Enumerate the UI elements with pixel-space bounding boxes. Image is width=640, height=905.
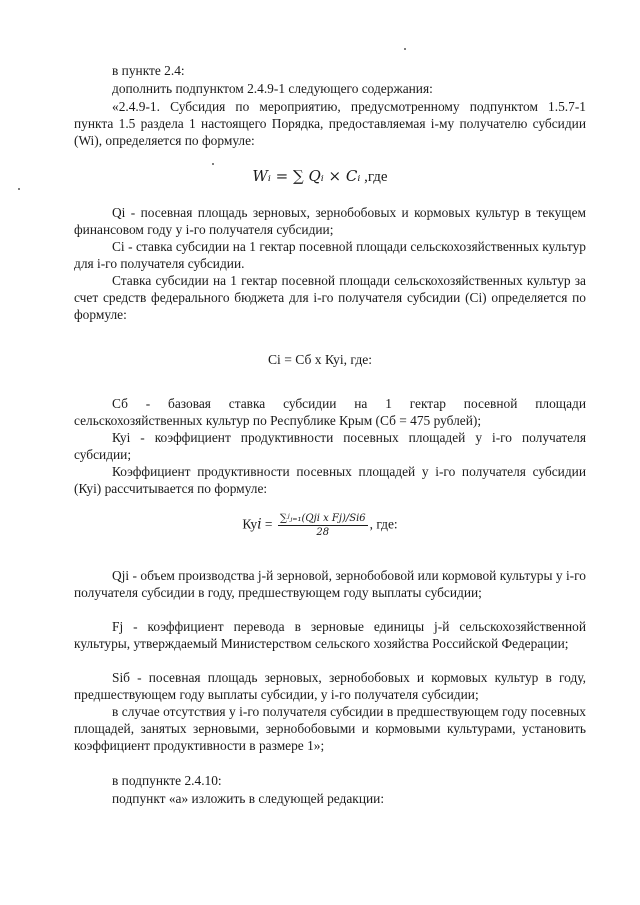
paragraph-ci-rate: Ставка субсидии на 1 гектар посевной площади сельскохозяйственных культур за счет средств федерального бюджета для i-го получателя субсидии (Ci) определяется по формуле: — [74, 273, 586, 323]
formula-kui-denominator: 28 — [316, 527, 330, 538]
formula-wi-expression: Wᵢ = ∑ Qᵢ × Cᵢ — [252, 167, 361, 185]
paragraph-qji-definition: Qji - объем производства j-й зерновой, зернобобовой или кормовой культуры у i-го получателя субсидии в году, предшествующем году выплаты субсидии; — [74, 568, 586, 601]
formula-kui — [0, 513, 640, 538]
paragraph-ci-definition: Ci - ставка субсидии на 1 гектар посевной площади сельскохозяйственных культур для i-го получателя субсидии. — [74, 239, 586, 272]
formula-kui-eq: = — [261, 516, 276, 532]
formula-kui-suffix: , где: — [369, 516, 398, 532]
formula-kui-fraction — [278, 513, 368, 538]
paragraph-kui-formula-intro: Коэффициент продуктивности посевных площадей у i-го получателя субсидии (Куi) рассчитывается по формуле: — [74, 464, 586, 497]
paragraph-no-areas-case: в случае отсутствия у i-го получателя субсидии в предшествующем году посевных площадей, занятых зерновыми, зернобобовыми и кормовыми культурами, установить коэффициент продуктивности в размере 1»; — [74, 704, 586, 754]
formula-ci: Ci = Сб х Куi, где: — [267, 352, 373, 367]
formula-wi-suffix: ,где — [360, 169, 388, 185]
formula-kui-numerator: ∑ʲⱼ₌₁(Qji x Fj)/Si6 — [279, 513, 366, 524]
paragraph-in-point-2-4: в пункте 2.4: — [112, 63, 185, 78]
paragraph-fj-definition: Fj - коэффициент перевода в зерновые единицы j-й сельскохозяйственной культуры, утверждаемый Министерством сельского хозяйства Российской Федерации; — [74, 619, 586, 652]
paragraph-sb-definition: Сб - базовая ставка субсидии на 1 гектар посевной площади сельскохозяйственных культур по Республике Крым (Сб = 475 рублей); — [74, 396, 586, 429]
formula-kui-lhs-var: i — [257, 516, 262, 533]
scan-speck — [212, 163, 214, 165]
paragraph-kui-definition: Куi - коэффициент продуктивности посевных площадей у i-го получателя субсидии; — [74, 430, 586, 463]
paragraph-2-4-9-1: «2.4.9-1. Субсидия по мероприятию, предусмотренному подпунктом 1.5.7-1 пункта 1.5 раздела 1 настоящего Порядка, предоставляемая i-му получателю субсидии (Wi), определяется по формуле: — [74, 99, 586, 149]
paragraph-subpoint-2-4-10: в подпункте 2.4.10: — [112, 773, 222, 788]
formula-wi — [0, 167, 640, 186]
paragraph-subpoint-a: подпункт «а» изложить в следующей редакции: — [112, 791, 385, 806]
paragraph-add-subpoint: дополнить подпунктом 2.4.9-1 следующего содержания: — [112, 81, 433, 96]
formula-kui-lhs: Ку — [242, 516, 258, 532]
paragraph-qi-definition: Qi - посевная площадь зерновых, зернобобовых и кормовых культур в текущем финансовом году у i-го получателя субсидии; — [74, 205, 586, 238]
scan-speck — [404, 48, 406, 50]
paragraph-sib-definition: Siб - посевная площадь зерновых, зернобобовых и кормовых культур в году, предшествующем году выплаты субсидии, у i-го получателя субсидии; — [74, 670, 586, 703]
scan-speck — [18, 188, 20, 190]
